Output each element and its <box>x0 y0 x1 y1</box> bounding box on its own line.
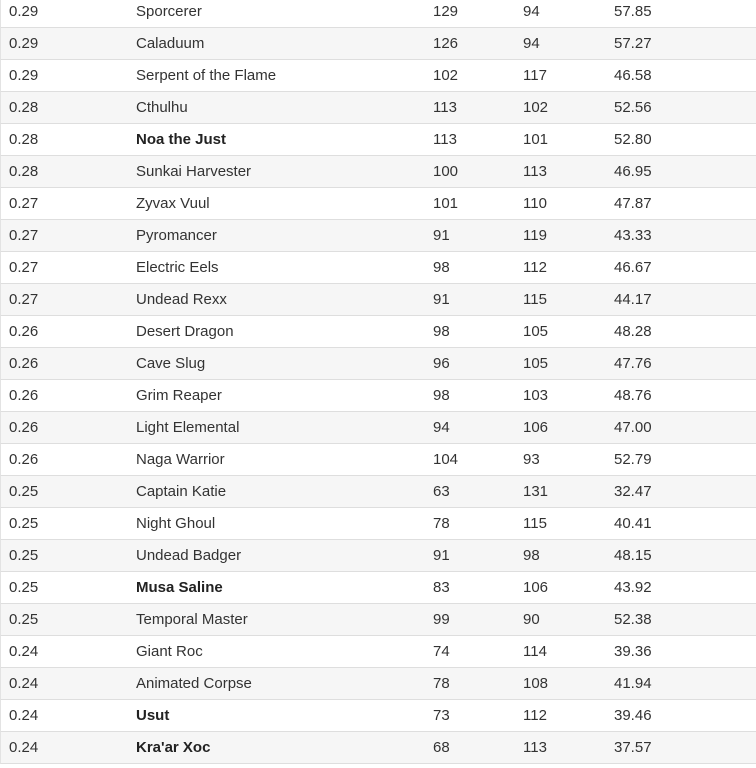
table-row <box>0 732 756 764</box>
table-row <box>0 348 756 380</box>
percent-cell: 32.47 <box>614 483 652 500</box>
name-cell: Cave Slug <box>136 355 206 372</box>
value-b-cell: 108 <box>523 675 549 692</box>
value-b-cell: 90 <box>523 611 540 628</box>
score-cell: 0.24 <box>9 739 39 756</box>
score-cell: 0.27 <box>9 227 39 244</box>
score-cell: 0.24 <box>9 707 39 724</box>
percent-cell: 52.56 <box>614 99 652 116</box>
name-cell: Animated Corpse <box>136 675 252 692</box>
table-row <box>0 540 756 572</box>
table-row <box>0 284 756 316</box>
name-cell: Noa the Just <box>136 131 227 148</box>
value-b-cell: 105 <box>523 355 549 372</box>
name-cell: Sunkai Harvester <box>136 163 252 180</box>
value-b-cell: 110 <box>523 195 547 212</box>
table-row <box>0 380 756 412</box>
name-cell: Pyromancer <box>136 227 217 244</box>
score-cell: 0.28 <box>9 163 39 180</box>
name-cell: Captain Katie <box>136 483 227 500</box>
value-b-cell: 93 <box>523 451 540 468</box>
value-a-cell: 91 <box>433 547 450 564</box>
value-b-cell: 94 <box>523 35 540 52</box>
score-cell: 0.25 <box>9 579 39 596</box>
table-row <box>0 252 756 284</box>
value-b-cell: 115 <box>523 515 547 532</box>
percent-cell: 57.27 <box>614 35 652 52</box>
table-row <box>0 28 756 60</box>
value-b-cell: 117 <box>523 67 547 84</box>
score-cell: 0.26 <box>9 323 39 340</box>
name-cell: Light Elemental <box>136 419 240 436</box>
percent-cell: 39.46 <box>614 707 652 724</box>
value-b-cell: 103 <box>523 387 549 404</box>
value-b-cell: 112 <box>523 259 547 276</box>
value-a-cell: 113 <box>433 131 457 148</box>
name-cell: Electric Eels <box>136 259 219 276</box>
table-row <box>0 508 756 540</box>
table-row <box>0 316 756 348</box>
percent-cell: 47.00 <box>614 419 652 436</box>
score-cell: 0.24 <box>9 675 39 692</box>
value-b-cell: 106 <box>523 419 549 436</box>
score-cell: 0.25 <box>9 547 39 564</box>
name-cell: Cthulhu <box>136 99 188 116</box>
table-row <box>0 476 756 508</box>
score-cell: 0.24 <box>9 643 39 660</box>
value-a-cell: 83 <box>433 579 450 596</box>
percent-cell: 44.17 <box>614 291 652 308</box>
table-row <box>0 444 756 476</box>
percent-cell: 52.79 <box>614 451 652 468</box>
value-a-cell: 73 <box>433 707 450 724</box>
table-row <box>0 572 756 604</box>
table-row <box>0 700 756 732</box>
value-b-cell: 113 <box>523 163 547 180</box>
value-b-cell: 113 <box>523 739 547 756</box>
value-a-cell: 113 <box>433 99 457 116</box>
value-b-cell: 106 <box>523 579 549 596</box>
value-a-cell: 102 <box>433 67 459 84</box>
value-a-cell: 91 <box>433 227 450 244</box>
value-b-cell: 98 <box>523 547 540 564</box>
score-cell: 0.29 <box>9 3 39 20</box>
value-b-cell: 112 <box>523 707 547 724</box>
value-a-cell: 98 <box>433 259 450 276</box>
score-cell: 0.26 <box>9 419 39 436</box>
table-row <box>0 0 756 28</box>
score-cell: 0.26 <box>9 355 39 372</box>
score-cell: 0.27 <box>9 291 39 308</box>
table-row <box>0 60 756 92</box>
name-cell: Musa Saline <box>136 579 223 596</box>
value-a-cell: 100 <box>433 163 459 180</box>
name-cell: Desert Dragon <box>136 323 234 340</box>
table-row <box>0 412 756 444</box>
percent-cell: 48.15 <box>614 547 652 564</box>
table-row <box>0 668 756 700</box>
score-cell: 0.27 <box>9 259 39 276</box>
value-b-cell: 115 <box>523 291 547 308</box>
value-a-cell: 101 <box>433 195 459 212</box>
name-cell: Grim Reaper <box>136 387 222 404</box>
percent-cell: 39.36 <box>614 643 652 660</box>
value-a-cell: 99 <box>433 611 450 628</box>
value-a-cell: 78 <box>433 675 450 692</box>
value-a-cell: 104 <box>433 451 459 468</box>
value-a-cell: 96 <box>433 355 450 372</box>
name-cell: Night Ghoul <box>136 515 216 532</box>
table-row <box>0 156 756 188</box>
table-row <box>0 188 756 220</box>
percent-cell: 48.76 <box>614 387 652 404</box>
percent-cell: 43.92 <box>614 579 652 596</box>
percent-cell: 46.95 <box>614 163 652 180</box>
name-cell: Kra'ar Xoc <box>136 739 211 756</box>
score-cell: 0.25 <box>9 515 39 532</box>
percent-cell: 37.57 <box>614 739 652 756</box>
value-a-cell: 91 <box>433 291 450 308</box>
value-b-cell: 131 <box>523 483 549 500</box>
percent-cell: 47.87 <box>614 195 652 212</box>
value-a-cell: 68 <box>433 739 450 756</box>
value-a-cell: 98 <box>433 323 450 340</box>
name-cell: Undead Rexx <box>136 291 227 308</box>
score-cell: 0.28 <box>9 131 39 148</box>
percent-cell: 52.38 <box>614 611 652 628</box>
value-b-cell: 101 <box>523 131 549 148</box>
name-cell: Serpent of the Flame <box>136 67 277 84</box>
name-cell: Usut <box>136 707 170 724</box>
table-row <box>0 636 756 668</box>
percent-cell: 52.80 <box>614 131 652 148</box>
value-a-cell: 94 <box>433 419 450 436</box>
table-row <box>0 220 756 252</box>
name-cell: Temporal Master <box>136 611 248 628</box>
value-a-cell: 98 <box>433 387 450 404</box>
percent-cell: 41.94 <box>614 675 652 692</box>
percent-cell: 57.85 <box>614 3 652 20</box>
score-cell: 0.28 <box>9 99 39 116</box>
name-cell: Zyvax Vuul <box>136 195 210 212</box>
value-b-cell: 102 <box>523 99 549 116</box>
table-row <box>0 124 756 156</box>
value-a-cell: 78 <box>433 515 450 532</box>
percent-cell: 47.76 <box>614 355 652 372</box>
value-b-cell: 119 <box>523 227 547 244</box>
percent-cell: 48.28 <box>614 323 652 340</box>
table-row <box>0 604 756 636</box>
value-a-cell: 74 <box>433 643 450 660</box>
name-cell: Caladuum <box>136 35 205 52</box>
value-a-cell: 63 <box>433 483 450 500</box>
score-cell: 0.25 <box>9 483 39 500</box>
name-cell: Undead Badger <box>136 547 242 564</box>
score-cell: 0.25 <box>9 611 39 628</box>
value-a-cell: 126 <box>433 35 459 52</box>
score-cell: 0.26 <box>9 451 39 468</box>
name-cell: Giant Roc <box>136 643 203 660</box>
value-b-cell: 105 <box>523 323 549 340</box>
percent-cell: 46.58 <box>614 67 652 84</box>
score-cell: 0.26 <box>9 387 39 404</box>
score-cell: 0.29 <box>9 35 39 52</box>
percent-cell: 40.41 <box>614 515 652 532</box>
table-row <box>0 92 756 124</box>
percent-cell: 43.33 <box>614 227 652 244</box>
name-cell: Naga Warrior <box>136 451 225 468</box>
value-b-cell: 114 <box>523 643 547 660</box>
value-a-cell: 129 <box>433 3 459 20</box>
percent-cell: 46.67 <box>614 259 652 276</box>
score-cell: 0.27 <box>9 195 39 212</box>
value-b-cell: 94 <box>523 3 540 20</box>
name-cell: Sporcerer <box>136 3 202 20</box>
score-cell: 0.29 <box>9 67 39 84</box>
